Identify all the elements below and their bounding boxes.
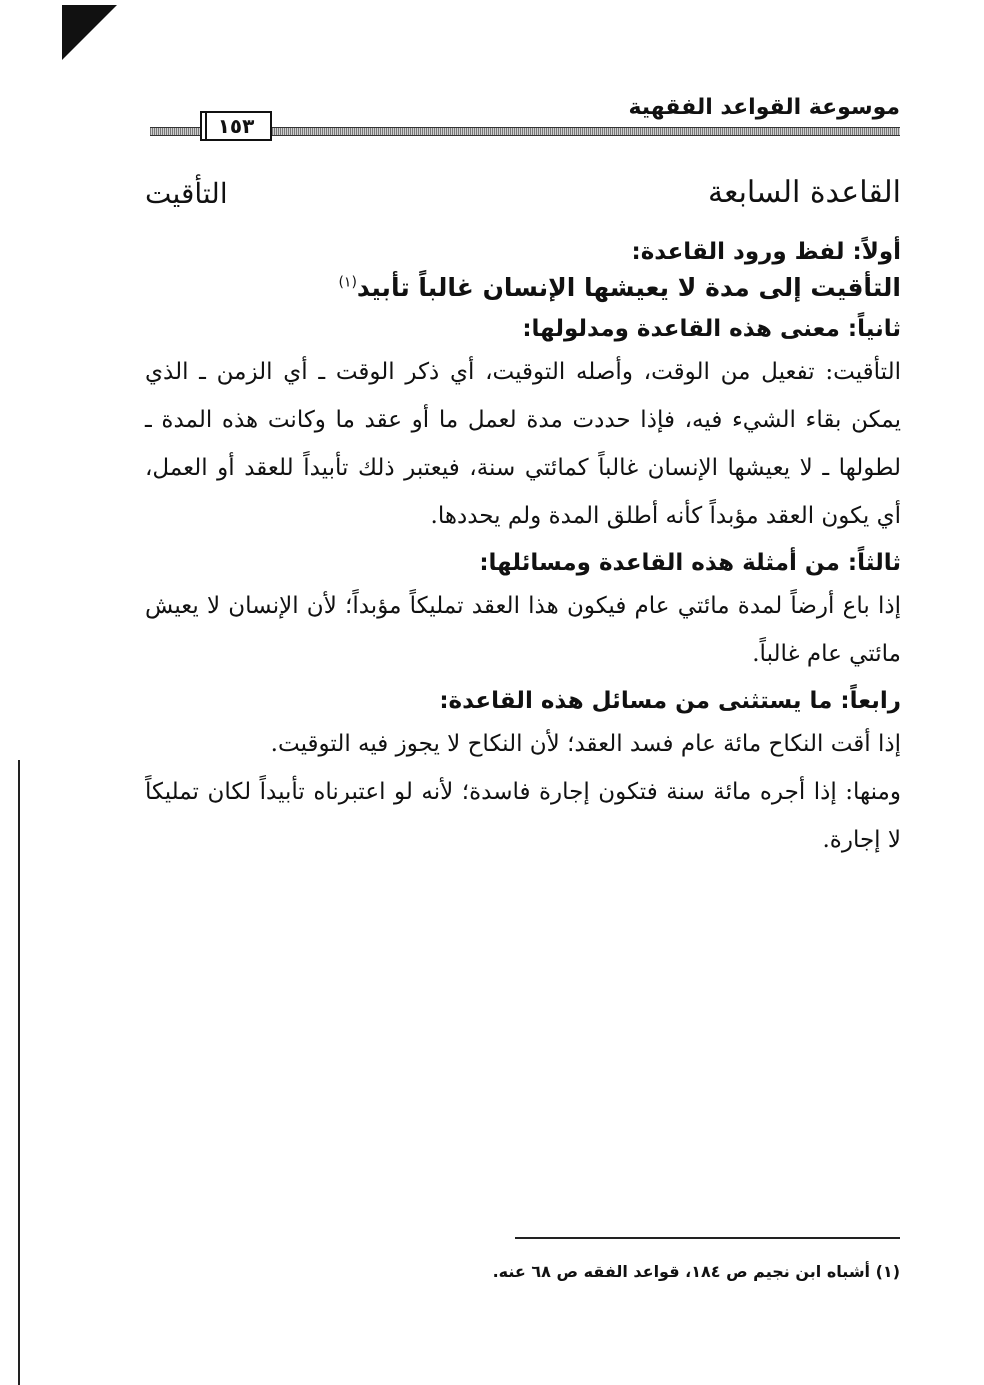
- rule-heading: [145, 175, 901, 225]
- running-title: موسوعة القواعد الفقهية: [628, 95, 900, 120]
- meaning-paragraph: التأقيت: تفعيل من الوقت، وأصله التوقيت، أي ذكر الوقت ـ أي الزمن ـ الذي يمكن بقاء الشيء فيه، فإذا حددت مدة لعمل ما أو عقد ما وكانت هذه المدة ـ لطولها ـ لا يعيشها الإنسان غالباً كمائتي سنة، فيعتبر ذلك تأبيداً للعقد أو العمل، أي يكون العقد مؤبداً كأنه أطلق المدة ولم يحددها.: [145, 359, 901, 529]
- section-heading-examples: ثالثاً: من أمثلة هذه القاعدة ومسائلها:: [479, 550, 901, 576]
- footnote: (١) أشباه ابن نجيم ص ١٨٤، قواعد الفقه ص ٦٨ عنه.: [492, 1262, 900, 1281]
- page-body: [145, 175, 901, 864]
- margin-rule: [18, 760, 20, 1385]
- examples-paragraph: إذا باع أرضاً لمدة مائتي عام فيكون هذا العقد تمليكاً مؤبداً؛ لأن الإنسان لا يعيش مائتي عام غالباً.: [145, 593, 901, 667]
- exceptions-paragraph-1: إذا أقت النكاح مائة عام فسد العقد؛ لأن النكاح لا يجوز فيه التوقيت.: [270, 731, 901, 757]
- section-heading-meaning: ثانياً: معنى هذه القاعدة ومدلولها:: [522, 316, 901, 342]
- section-heading-wording: أولاً: لفظ ورود القاعدة:: [631, 239, 901, 265]
- rule-title: القاعدة السابعة: [708, 175, 901, 210]
- section-heading-exceptions: رابعاً: ما يستثنى من مسائل هذه القاعدة:: [439, 688, 901, 714]
- rule-topic: التأقيت: [145, 177, 228, 210]
- footnote-separator: [515, 1237, 900, 1239]
- page-header: [150, 95, 900, 145]
- page-number: ١٥٣: [200, 111, 272, 141]
- corner-crop-mark: [62, 5, 117, 60]
- footnote-reference[interactable]: (١): [338, 274, 357, 291]
- legal-maxim-text: التأقيت إلى مدة لا يعيشها الإنسان غالباً تأبيد: [356, 273, 901, 302]
- exceptions-paragraph-2: ومنها: إذا أجره مائة سنة فتكون إجارة فاسدة؛ لأنه لو اعتبرناه تأبيداً لكان تمليكاً لا إجارة.: [145, 779, 901, 853]
- legal-maxim: [145, 273, 901, 302]
